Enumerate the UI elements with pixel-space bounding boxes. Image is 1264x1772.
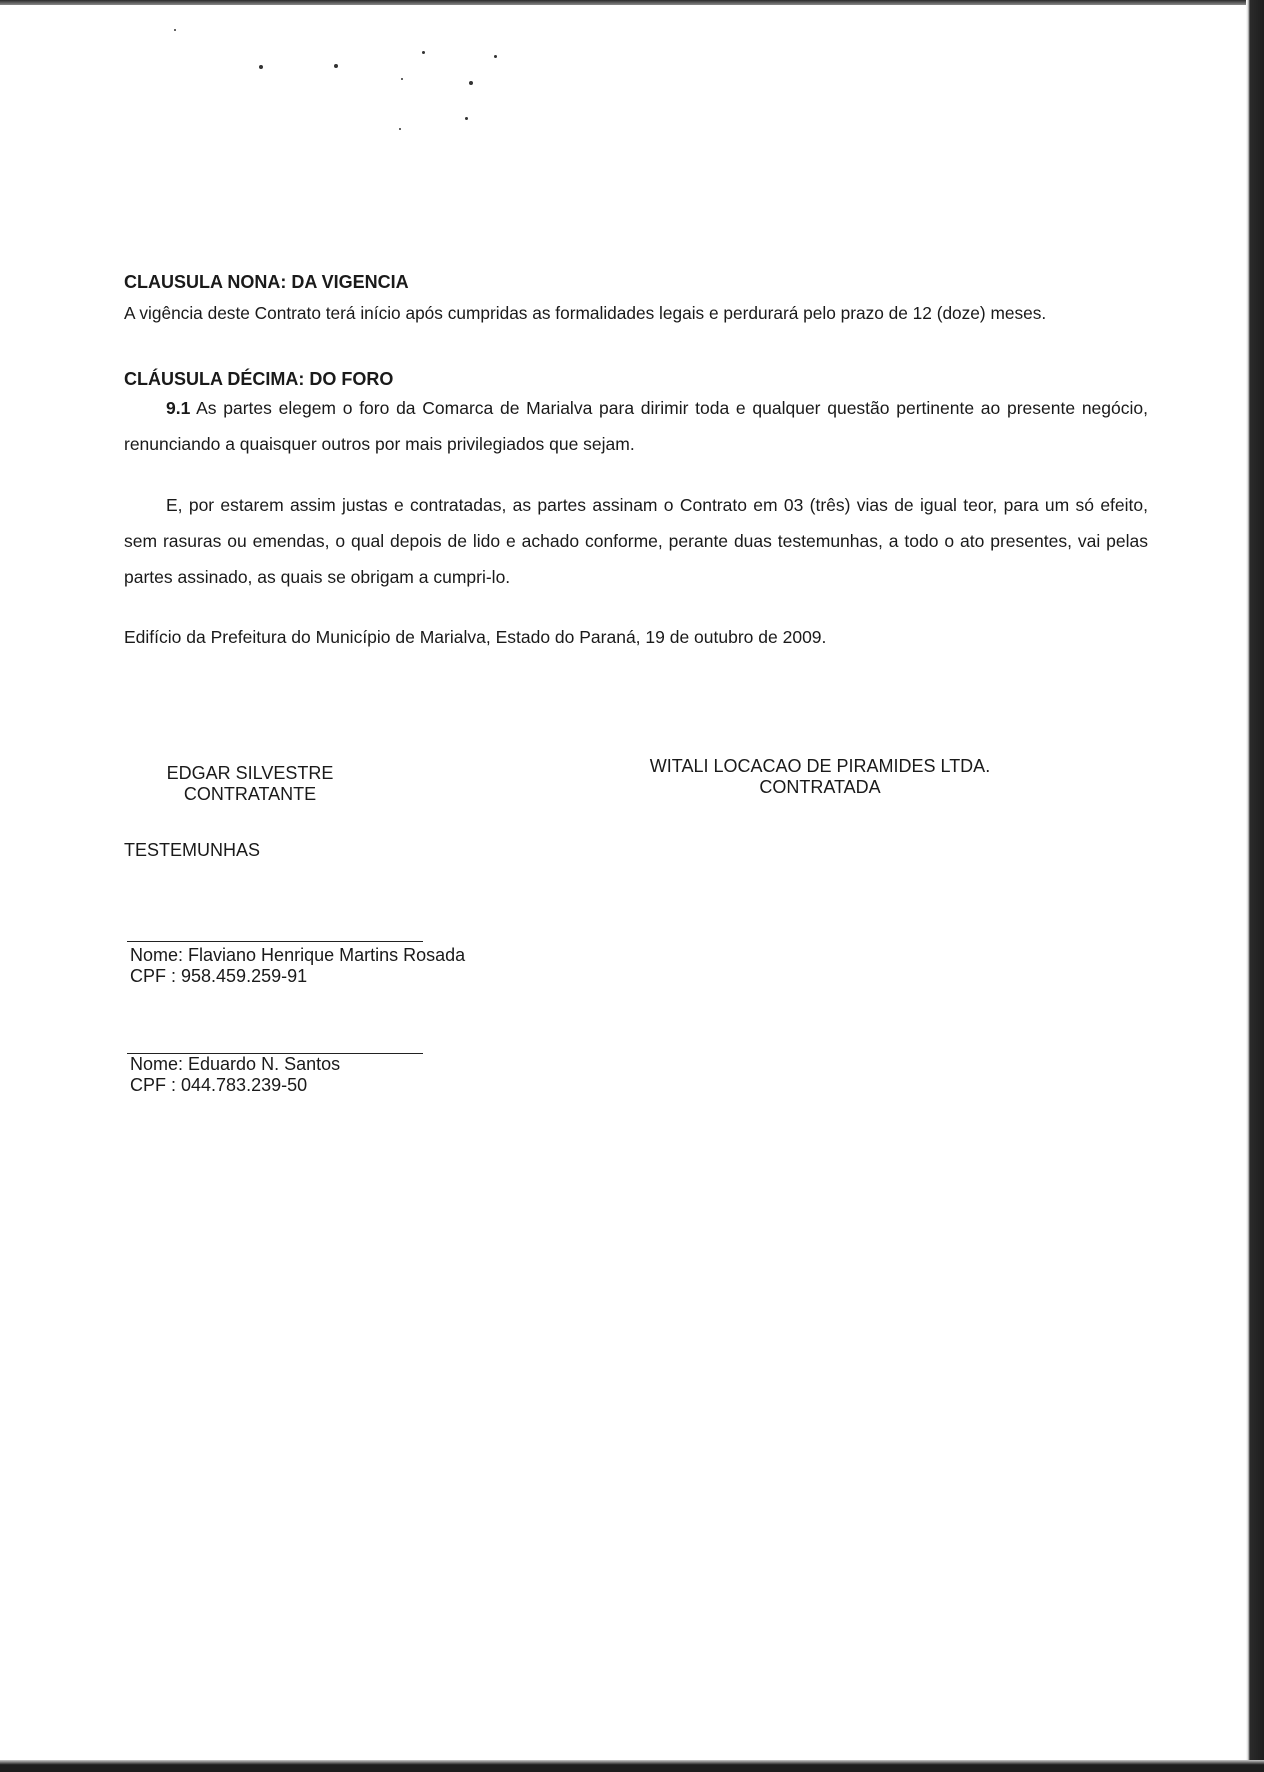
clause-ten-heading: CLÁUSULA DÉCIMA: DO FORO — [124, 369, 394, 389]
closing-paragraph-text: E, por estarem assim justas e contratadas, as partes assinam o Contrato em 03 (três) vias de igual teor, para um só efeito, sem rasuras ou emendas, o qual depois de lido e achado conforme, perante duas testemunhas, a todo o ato presentes, vai pelas partes assinado, as quais se obrigam a cumpri-lo. — [124, 495, 1148, 587]
closing-paragraph — [124, 487, 1148, 595]
clause-ten-item-number: 9.1 — [166, 398, 191, 418]
witness-1 — [130, 945, 465, 987]
scan-speck — [494, 55, 497, 58]
scan-speck — [334, 64, 338, 68]
scan-speck — [422, 51, 425, 54]
contratada-role: CONTRATADA — [759, 777, 881, 797]
scan-speck — [401, 78, 403, 80]
scan-speck — [174, 29, 176, 31]
scan-speck — [399, 128, 401, 130]
clause-ten-paragraph — [124, 390, 1148, 462]
clause-nine-text: A vigência deste Contrato terá início após cumpridas as formalidades legais e perdurará pelo prazo de 12 (doze) meses. — [124, 303, 1047, 323]
clause-nine-heading: CLAUSULA NONA: DA VIGENCIA — [124, 272, 409, 292]
contratante-name: EDGAR SILVESTRE — [166, 763, 334, 783]
contratante-role: CONTRATANTE — [183, 784, 317, 804]
witness-2 — [130, 1054, 340, 1096]
scan-edge-right — [1246, 0, 1264, 1772]
witness-1-signature-line — [127, 941, 423, 942]
place-date: Edifício da Prefeitura do Município de Marialva, Estado do Paraná, 19 de outubro de 2009. — [124, 627, 827, 647]
clause-ten-item-text: As partes elegem o foro da Comarca de Marialva para dirimir toda e qualquer questão pertinente ao presente negócio, renunciando a quaisquer outros por mais privilegiados que sejam. — [124, 398, 1148, 454]
scan-edge-top — [0, 0, 1264, 5]
witness-1-name: Nome: Flaviano Henrique Martins Rosada — [130, 945, 466, 965]
witnesses-heading: TESTEMUNHAS — [124, 840, 261, 860]
witness-2-cpf: CPF : 044.783.239-50 — [130, 1075, 308, 1095]
contratada-signature-block — [630, 756, 1010, 798]
scan-speck — [259, 65, 263, 69]
contratada-name: WITALI LOCACAO DE PIRAMIDES LTDA. — [649, 756, 991, 776]
contratante-signature-block — [150, 763, 350, 805]
scan-edge-bottom — [0, 1760, 1264, 1772]
witness-2-name: Nome: Eduardo N. Santos — [130, 1054, 341, 1074]
witness-1-cpf: CPF : 958.459.259-91 — [130, 966, 308, 986]
scan-speck — [469, 81, 473, 85]
scan-speck — [465, 117, 468, 120]
